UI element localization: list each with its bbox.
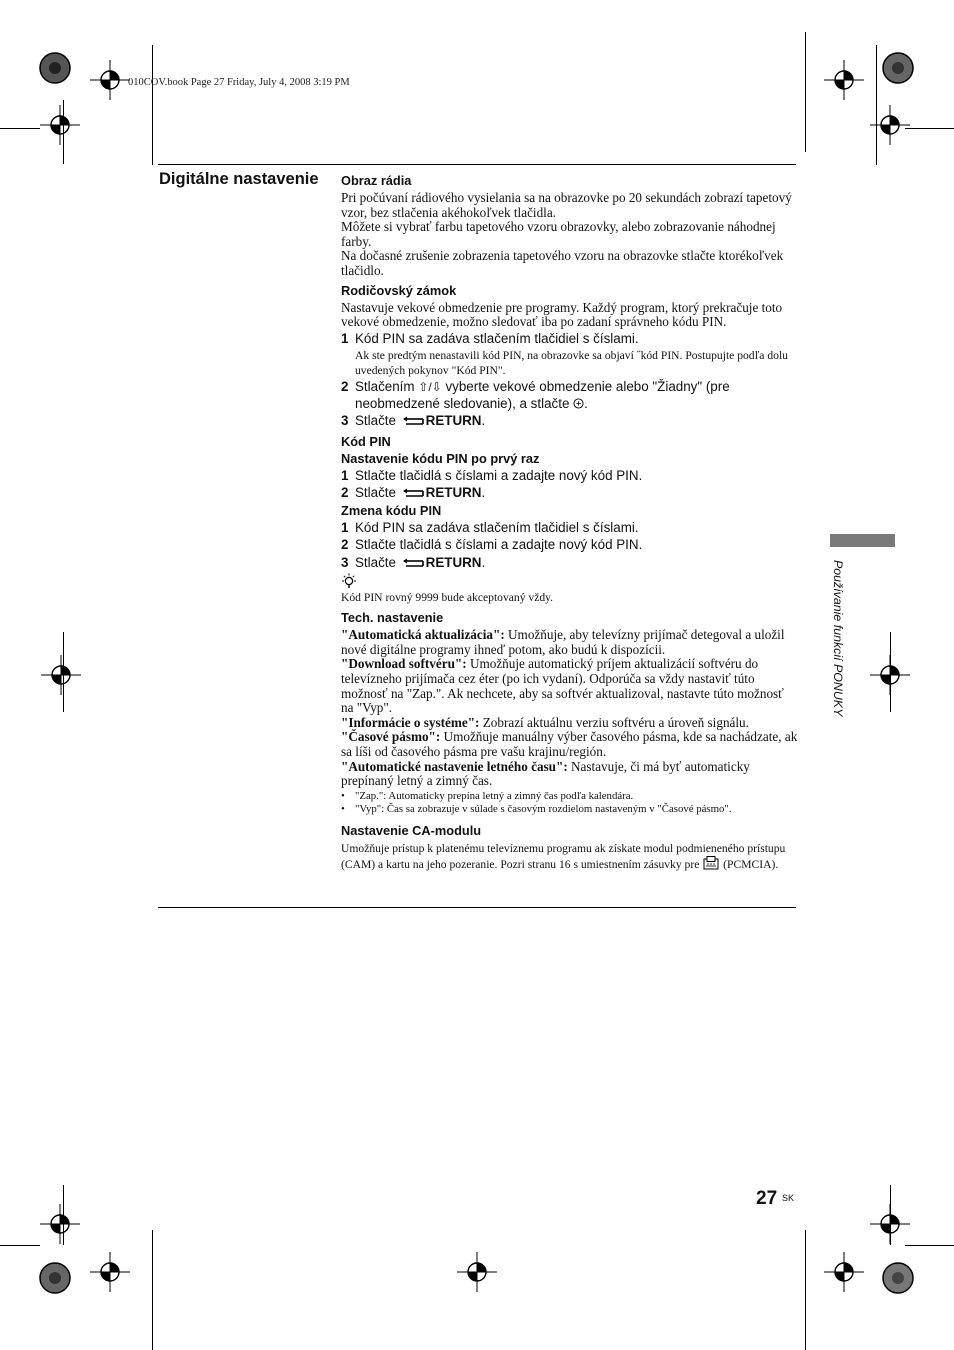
pcmcia-slot-icon xyxy=(702,856,720,870)
step-item xyxy=(341,331,799,348)
crop-line xyxy=(890,632,891,712)
step-item xyxy=(341,485,799,502)
tech-item-text: Nastavuje, či má byť automaticky prepínaný letný a zimný čas. xyxy=(341,758,750,789)
step-number: 1 xyxy=(341,467,349,483)
tech-item xyxy=(341,760,799,789)
ok-button-icon xyxy=(573,398,584,409)
section-title: Digitálne nastavenie xyxy=(159,170,319,188)
step-item xyxy=(341,537,799,554)
subheading-change-pin: Zmena kódu PIN xyxy=(341,502,442,518)
return-label: RETURN xyxy=(425,485,482,501)
crop-line xyxy=(890,1185,891,1245)
file-info: 010COV.book Page 27 Friday, July 4, 2008 3:19 PM xyxy=(128,77,350,88)
step-number: 3 xyxy=(341,554,349,570)
crop-line xyxy=(63,632,64,712)
bullet-item: • "Vyp": Čas sa zobrazuje v súlade s časovým rozdielom nastaveným v "Časové pásmo". xyxy=(341,803,799,817)
ca-text: (PCMCIA). xyxy=(723,857,779,871)
step-text: Stlačte xyxy=(355,485,396,501)
step-text: Kód PIN sa zadáva stlačením tlačidiel s číslami. xyxy=(355,330,639,346)
crop-line xyxy=(63,1185,64,1245)
paragraph: Môžete si vybrať farbu tapetového vzoru obrazovky, alebo zobrazovanie náhodnej farby. xyxy=(341,219,776,249)
step-number: 2 xyxy=(341,537,349,553)
step-item xyxy=(341,555,799,572)
step-text: Stlačte xyxy=(355,413,396,429)
tech-item xyxy=(341,730,799,759)
side-tab-marker xyxy=(830,534,895,547)
step-number: 2 xyxy=(341,485,349,501)
step-item xyxy=(341,520,799,537)
paragraph: Pri počúvaní rádiového vysielania sa na obrazovke po 20 sekundách zobrazí tapetový vzor, bez stlačenia akéhokoľvek tlačidla. xyxy=(341,190,792,220)
crosshair-icon xyxy=(824,1252,864,1292)
tech-item-label: "Automatická aktualizácia": xyxy=(341,627,505,643)
step-text: Stlačte tlačidlá s číslami a zadajte nový kód PIN. xyxy=(355,537,643,553)
tech-item xyxy=(341,628,799,657)
crop-line xyxy=(805,1230,806,1350)
tech-item-label: "Download softvéru": xyxy=(341,656,467,672)
registration-mark-icon xyxy=(35,1258,75,1298)
registration-mark-icon xyxy=(878,48,918,88)
heading-tech-nastavenie: Tech. nastavenie xyxy=(341,610,444,626)
bottom-rule xyxy=(158,907,796,908)
tech-item xyxy=(341,716,799,731)
step-item xyxy=(341,379,799,412)
crosshair-icon xyxy=(457,1252,497,1292)
top-rule xyxy=(158,164,796,165)
crosshair-icon xyxy=(824,60,864,100)
tech-item-text: Umožňuje, aby televízny prijímač detegoval a uložil nové digitálne programy ihneď potom, ako budú k dispozícii. xyxy=(341,627,785,657)
step-text: Kód PIN sa zadáva stlačením tlačidiel s číslami. xyxy=(355,519,639,535)
side-tab-label xyxy=(828,560,848,760)
tech-item-label: "Časové pásmo": xyxy=(341,729,441,745)
return-label: RETURN xyxy=(425,554,482,570)
step-text: . xyxy=(481,554,486,570)
step-note: Ak ste predtým nenastavili kód PIN, na obrazovke sa objaví ˝kód PIN. Postupujte podľa dolu uvedených pokynov "Kód PIN". xyxy=(355,349,788,378)
heading-obraz-radia: Obraz rádia xyxy=(341,173,412,188)
step-number: 1 xyxy=(341,330,349,346)
up-down-arrows-icon: ⇧/⇩ xyxy=(418,380,442,395)
step-text: . xyxy=(481,485,486,501)
tech-item-label: "Automatické nastavenie letného času": xyxy=(341,758,568,774)
step-text: . xyxy=(481,413,486,429)
paragraph: Na dočasné zrušenie zobrazenia tapetového vzoru na obrazovke stlačte ktorékoľvek tlačidlo. xyxy=(341,248,784,278)
return-icon xyxy=(402,416,424,426)
subheading-first-pin: Nastavenie kódu PIN po prvý raz xyxy=(341,450,540,466)
step-number: 1 xyxy=(341,519,349,535)
crosshair-icon xyxy=(90,1252,130,1292)
return-icon xyxy=(402,558,424,568)
crop-line xyxy=(905,1245,954,1246)
crosshair-icon xyxy=(40,1204,80,1244)
tip-lightbulb-icon xyxy=(341,573,357,590)
return-icon xyxy=(402,488,424,498)
crop-line xyxy=(0,1245,40,1246)
step-item xyxy=(341,468,799,485)
crop-line xyxy=(63,100,64,164)
bullet-item: • "Zap.": Automaticky prepína letný a zimný čas podľa kalendára. xyxy=(341,790,799,804)
step-text: . xyxy=(584,395,588,411)
tip-text: Kód PIN rovný 9999 bude akceptovaný vždy. xyxy=(341,591,554,605)
ca-paragraph xyxy=(341,841,799,872)
step-text: vyberte vekové obmedzenie alebo "Žiadny" (pre neobmedzené sledovanie), a stlačte xyxy=(355,379,730,411)
step-item xyxy=(341,413,799,430)
registration-mark-icon xyxy=(878,1258,918,1298)
paragraph: Nastavuje vekové obmedzenie pre programy. Každý program, ktorý prekračuje toto vekové obmedzenie, možno sledovať iba po zadaní správneho kódu PIN. xyxy=(341,299,783,330)
ca-text: Umožňuje prístup k platenému televíznemu programu ak získate modul podmieneného prístupu (CAM) a kartu na jeho pozeranie. Pozri stranu 16 s umiestnením zásuvky pre xyxy=(341,841,786,871)
registration-mark-icon xyxy=(35,48,75,88)
crosshair-icon xyxy=(90,60,130,100)
content-column xyxy=(341,172,799,872)
crosshair-icon xyxy=(41,655,81,695)
crop-line xyxy=(805,32,806,152)
page-number: 27 xyxy=(756,1188,778,1209)
tech-item-text: Zobrazí aktuálnu verziu softvéru a úroveň signálu. xyxy=(479,714,749,730)
heading-kod-pin: Kód PIN xyxy=(341,433,391,449)
crop-line xyxy=(152,45,153,165)
step-text: Stlačením xyxy=(355,379,415,395)
page-language: SK xyxy=(782,1193,795,1203)
heading-rodicovsky-zamok: Rodičovský zámok xyxy=(341,282,457,298)
tech-item-text: Umožňuje automatický príjem aktualizácií softvéru do televízneho prijímača cez éter (po ich vydaní). Odporúča sa vždy nastaviť túto možnosť na "Zap.". Ak nechcete, aby sa softvér aktualizoval, nastavte túto možnosť na "Vyp". xyxy=(341,656,784,716)
step-number: 2 xyxy=(341,379,349,395)
heading-ca-modul: Nastavenie CA-modulu xyxy=(341,822,482,838)
tech-item xyxy=(341,657,799,715)
crop-line xyxy=(905,128,954,129)
crosshair-icon xyxy=(40,105,80,145)
step-text: Stlačte xyxy=(355,554,396,570)
tech-item-label: "Informácie o systéme": xyxy=(341,714,480,730)
crop-line xyxy=(876,45,877,165)
step-text: Stlačte tlačidlá s číslami a zadajte nový kód PIN. xyxy=(355,467,643,483)
step-number: 3 xyxy=(341,413,349,429)
tech-item-text: Umožňuje manuálny výber časového pásma, kde sa nachádzate, ak sa líši od časového pásma pre vašu krajinu/región. xyxy=(341,729,798,759)
crop-line xyxy=(152,1230,153,1350)
return-label: RETURN xyxy=(425,413,482,429)
crop-line xyxy=(0,128,40,129)
side-tab-text: Používanie funkcií PONUKY xyxy=(831,560,845,717)
